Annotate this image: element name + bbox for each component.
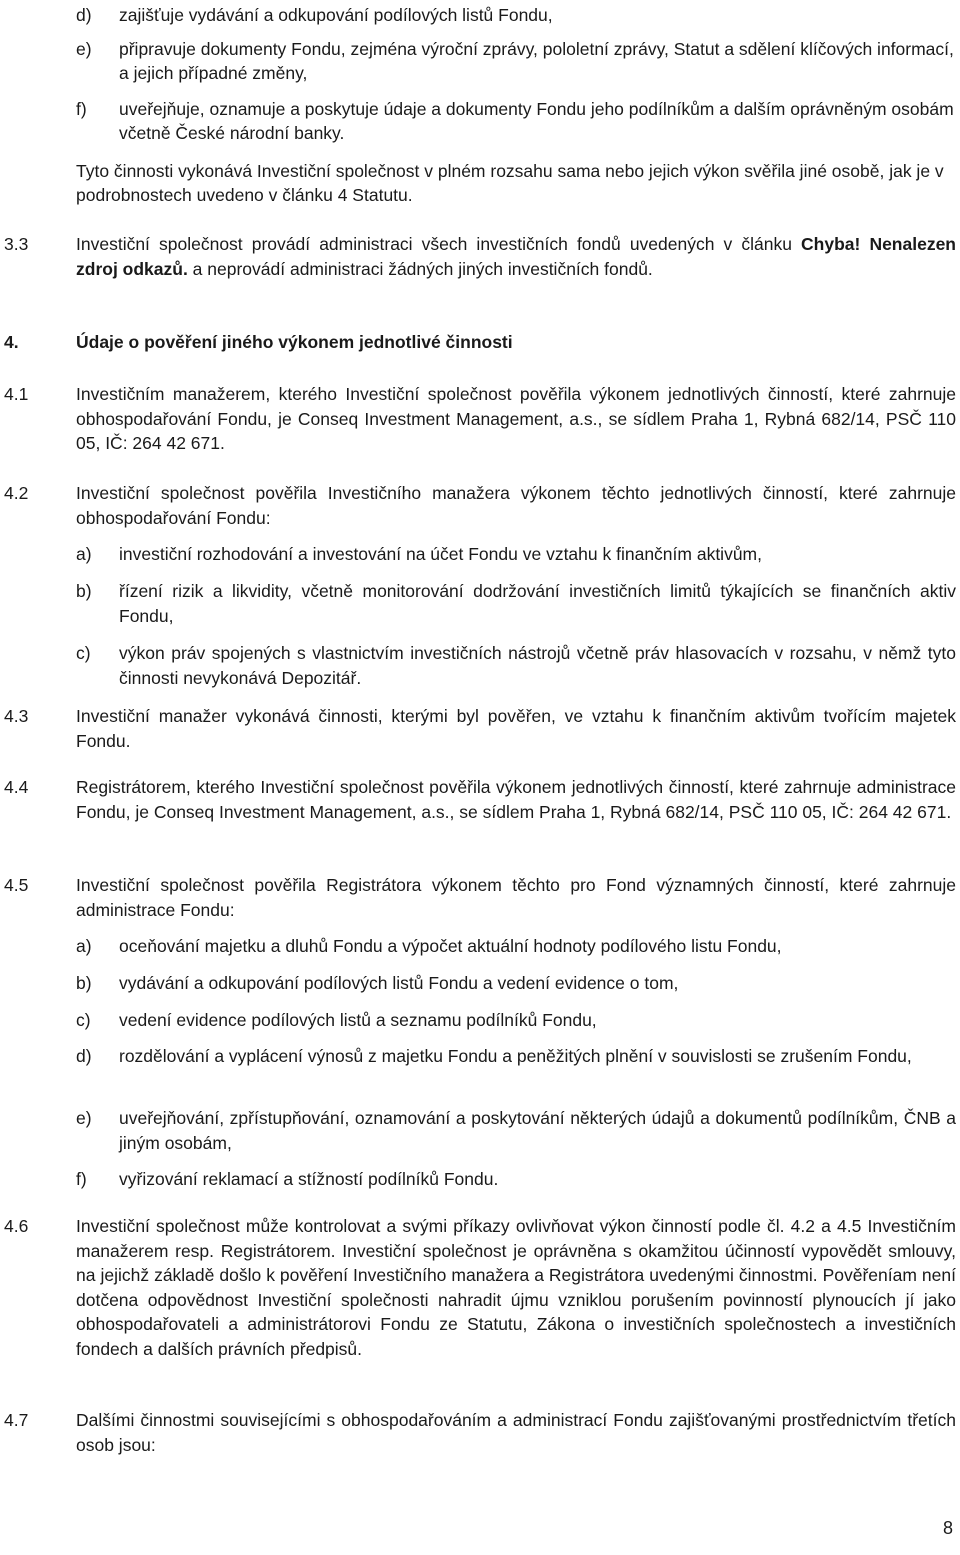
section-text	[76, 232, 956, 281]
list-text: investiční rozhodování a investování na účet Fondu ve vztahu k finančním aktivům,	[119, 544, 762, 564]
section-number: 3.3	[4, 234, 29, 254]
list-text: uveřejňování, zpřístupňování, oznamování a poskytování některých údajů a dokumentů podílníkům, ČNB a jiným osobám,	[119, 1108, 956, 1153]
list-marker: f)	[76, 99, 87, 119]
reference-error: Chyba! Nenalezen zdroj odkazů.	[76, 234, 956, 279]
list-item	[76, 1008, 956, 1033]
list-text: zajišťuje vydávání a odkupování podílových listů Fondu,	[119, 5, 553, 25]
list-marker: a)	[76, 936, 92, 956]
list-item	[76, 97, 956, 145]
section-text: Registrátorem, kterého Investiční společnost pověřila výkonem jednotlivých činností, které zahrnuje administrace Fondu, je Conseq Investment Management, a.s., se sídlem Praha 1, Rybná 682/14, PSČ 110 05, IČ: 264 42 671.	[76, 777, 956, 822]
list-item	[76, 37, 956, 85]
section-number: 4.4	[4, 777, 29, 797]
list-marker: b)	[76, 973, 92, 993]
section-4-1	[4, 382, 956, 456]
section-heading	[4, 330, 956, 354]
list-marker: e)	[76, 39, 92, 59]
heading-text: Údaje o pověření jiného výkonem jednotlivé činnosti	[76, 332, 513, 352]
section-text: Investiční společnost může kontrolovat a svými příkazy ovlivňovat výkon činností podle čl. 4.2 a 4.5 Investičním manažerem resp. Registrátorem. Investiční společnost je oprávněna s okamžitou účinností vypovědět smlouvy, na jejichž základě došlo k pověření Investičního manažera a Registrátora uvedenými činnostmi. Pověřeníam není dotčena odpovědnost Investiční společnosti nahradit újmu vzniklou porušením povinností plynoucích jí jako obhospodařovateli a administrátorovi Fondu ze Statutu, Zákona o investičních společnostech a investičních fondech a dalších právních předpisů.	[76, 1216, 956, 1359]
list-item	[76, 1106, 956, 1155]
section-3-3	[4, 232, 956, 281]
list-item	[76, 1044, 956, 1069]
heading-number: 4.	[4, 332, 19, 352]
list-marker: a)	[76, 544, 92, 564]
list-text: připravuje dokumenty Fondu, zejména výroční zprávy, pololetní zprávy, Statut a sdělení klíčových informací, a jejich případné změny,	[119, 39, 954, 83]
section-number: 4.7	[4, 1410, 29, 1430]
list-marker: b)	[76, 581, 92, 601]
section-4-3	[4, 704, 956, 753]
section-4-6	[4, 1214, 956, 1361]
list-marker: c)	[76, 1010, 91, 1030]
paragraph: Tyto činnosti vykonává Investiční společnost v plném rozsahu sama nebo jejich výkon svěřila jiné osobě, jak je v podrobnostech uvedeno v článku 4 Statutu.	[76, 161, 944, 205]
section-4-7	[4, 1408, 956, 1457]
list-marker: d)	[76, 5, 92, 25]
list-marker: d)	[76, 1046, 92, 1066]
section-text: Investiční společnost pověřila Investičního manažera výkonem těchto jednotlivých činností, které zahrnuje obhospodařování Fondu:	[76, 483, 956, 528]
section-4-2	[4, 481, 956, 530]
section-4-5	[4, 873, 956, 922]
section-text-part: Investiční společnost provádí administraci všech investičních fondů uvedených v článku	[76, 234, 802, 254]
list-text: vyřizování reklamací a stížností podílníků Fondu.	[119, 1169, 499, 1189]
list-text: vedení evidence podílových listů a seznamu podílníků Fondu,	[119, 1010, 597, 1030]
section-number: 4.1	[4, 384, 29, 404]
section-text: Dalšími činnostmi souvisejícími s obhospodařováním a administrací Fondu zajišťovanými prostřednictvím třetích osob jsou:	[76, 1410, 956, 1455]
list-item	[76, 3, 956, 27]
list-item	[76, 934, 956, 959]
section-text: Investiční společnost pověřila Registrátora výkonem těchto pro Fond významných činností, které zahrnuje administrace Fondu:	[76, 875, 956, 920]
list-item	[76, 641, 956, 690]
list-text: řízení rizik a likvidity, včetně monitorování dodržování investičních limitů týkajících se finančních aktiv Fondu,	[119, 581, 956, 626]
list-item	[76, 1167, 956, 1192]
list-marker: f)	[76, 1169, 87, 1189]
section-text-part: a neprovádí administraci žádných jiných investičních fondů.	[187, 258, 653, 279]
list-text: oceňování majetku a dluhů Fondu a výpočet aktuální hodnoty podílového listu Fondu,	[119, 936, 782, 956]
list-marker: e)	[76, 1108, 92, 1128]
list-text: výkon práv spojených s vlastnictvím investičních nástrojů včetně práv hlasovacích v rozsahu, v němž tyto činnosti nevykonává Depozitář.	[119, 643, 956, 688]
section-number: 4.3	[4, 706, 29, 726]
section-text: Investičním manažerem, kterého Investiční společnost pověřila výkonem jednotlivých činností, které zahrnuje obhospodařování Fondu, je Conseq Investment Management, a.s., se sídlem Praha 1, Rybná 682/14, PSČ 110 05, IČ: 264 42 671.	[76, 384, 956, 453]
list-item	[76, 542, 956, 567]
list-marker: c)	[76, 643, 91, 663]
list-item	[76, 971, 956, 996]
section-4-4	[4, 775, 956, 824]
list-text: uveřejňuje, oznamuje a poskytuje údaje a dokumenty Fondu jeho podílníkům a dalším oprávněným osobám včetně České národní banky.	[119, 99, 954, 143]
list-text: rozdělování a vyplácení výnosů z majetku Fondu a peněžitých plnění v souvislosti se zrušením Fondu,	[119, 1046, 912, 1066]
list-item	[76, 579, 956, 628]
section-number: 4.6	[4, 1216, 29, 1236]
section-text: Investiční manažer vykonává činnosti, kterými byl pověřen, ve vztahu k finančním aktivům tvořícím majetek Fondu.	[76, 706, 956, 751]
section-number: 4.2	[4, 483, 29, 503]
section-number: 4.5	[4, 875, 29, 895]
page-number: 8	[942, 1518, 953, 1538]
list-text: vydávání a odkupování podílových listů Fondu a vedení evidence o tom,	[119, 973, 679, 993]
